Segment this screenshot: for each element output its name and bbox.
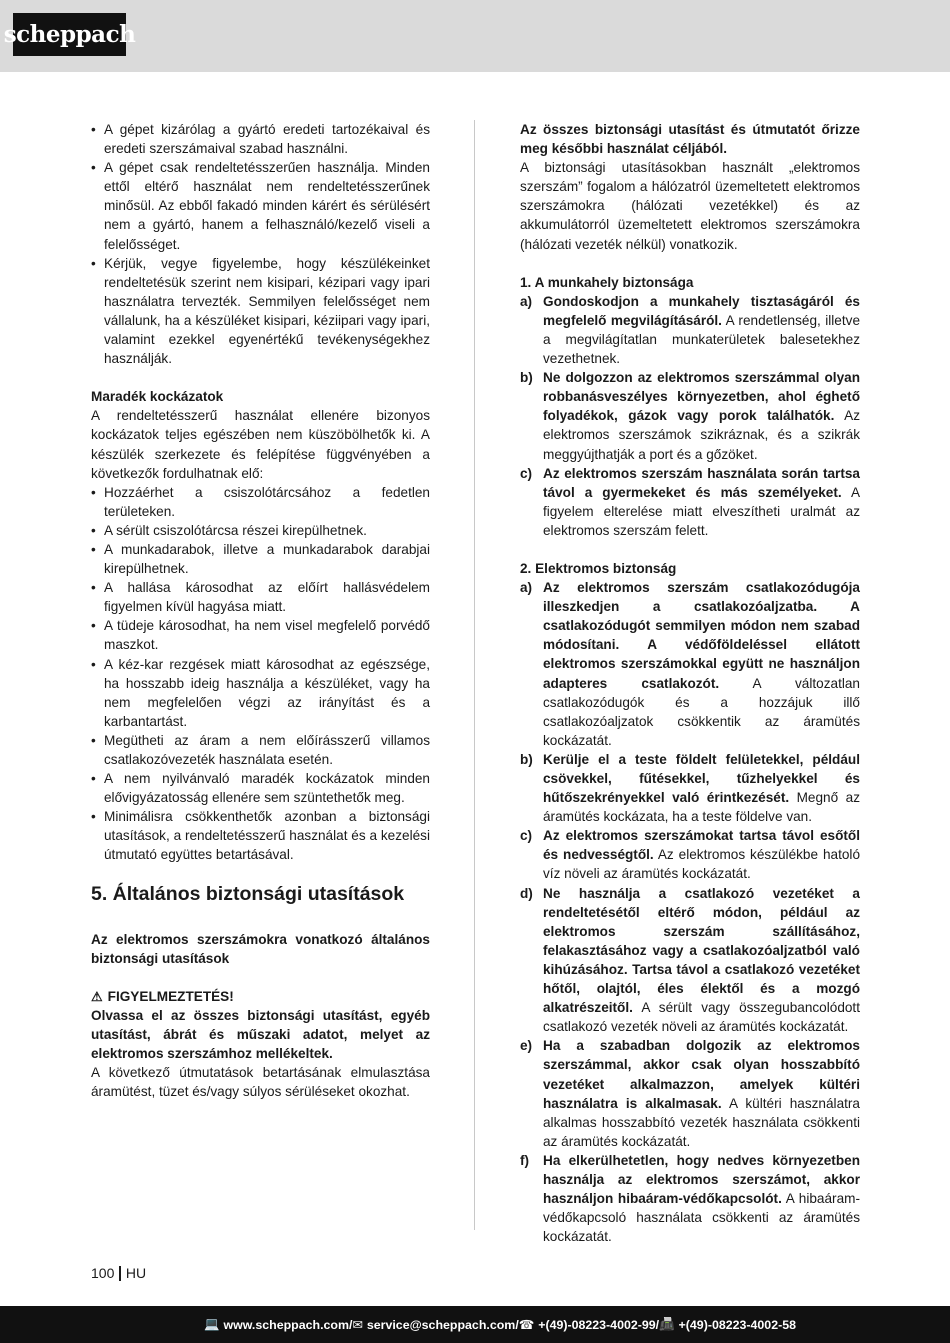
section-title: 5. Általános biztonsági utasítások	[91, 882, 405, 905]
list-item: • Minimálisra csökkenthetők azonban a biztonsági utasítások, a rendeltetésszerű használat és a kezelési útmutató együttes betartásával.	[91, 807, 430, 864]
list-item: • A nem nyilvánvaló maradék kockázatok minden elővigyázatosság ellenére sem szüntethetők meg.	[91, 769, 430, 807]
computer-icon: 💻	[204, 1317, 220, 1331]
usage-bullet-list	[91, 120, 430, 368]
list-item: • A tüdeje károsodhat, ha nem visel megfelelő porvédő maszkot.	[91, 616, 430, 654]
list-item: b) Kerülje el a teste földelt felületekkel, például csövekkel, fűtésekkel, tűzhelyekkel és hűtőszekrényekkel való érintkezését. Megnő az áramütés kockázata, ha a teste földelve van.	[520, 751, 860, 825]
phone-icon: ☎	[518, 1318, 535, 1332]
list-item: • A sérült csiszolótárcsa részei kirepülhetnek.	[91, 521, 430, 540]
list-item: d) Ne használja a csatlakozó vezetéket a rendeltetésétől eltérő módon, például az elektromos szerszám szállításához, felakasztásához vagy a csatlakozóaljzatból való kihúzásához. Tartsa távol a csatlakozó vezetéket hőtől, olajtól, éles élektől és a mozgó alkatrészeitől. A sérült vagy összegubancolódott csatlakozó vezeték növeli az áramütés kockázatát.	[520, 885, 860, 1035]
column-divider	[474, 120, 475, 1230]
list-item: c) Az elektromos szerszám használata során tartsa távol a gyermekeket és más személyeket. A figyelem elterelése miatt elveszítheti uralmát az elektromos szerszám felett.	[520, 465, 861, 538]
footer-separator: /	[349, 1317, 353, 1332]
list-item: b) Ne dolgozzon az elektromos szerszámmal olyan robbanásveszélyes környezetben, ahol éghető folyadékok, gázok vagy porok találhatók. Az elektromos szerszámok szikráznak, és a szikrák meggyújthatják a port és a gőzöket.	[520, 370, 861, 462]
electrical-safety-list	[520, 578, 860, 1246]
scheppach-logo: scheppach	[13, 13, 126, 56]
list-item: • A gépet kizárólag a gyártó eredeti tartozékaival és eredeti szerszámaival szabad használni.	[91, 120, 430, 158]
electrical-safety-heading: 2. Elektromos biztonság	[520, 560, 677, 576]
keep-instructions-heading: Az összes biztonsági utasítást és útmutatót őrizze meg későbbi használat céljából.	[520, 122, 860, 157]
page-number-value: 100	[91, 1265, 115, 1281]
list-item: e) Ha a szabadban dolgozik az elektromos szerszámmal, akkor csak olyan hosszabbító vezetéket alkalmazzon, amelyek kültéri használatra is alkalmasak. A kültéri használatra alkalmas hosszabbító vezeték használata csökkenti az áramütés kockázatát.	[520, 1038, 860, 1149]
footer-website: www.scheppach.com	[223, 1317, 350, 1332]
left-column	[91, 120, 430, 1101]
list-item: • Kérjük, vegye figyelembe, hogy készülékeinket rendeltetésük szerint nem kisipari, kézipari vagy ipari használatra tervezték. Semmilyen felelősséget nem vállalunk, ha a készüléket kisipari, kéziipari vagy ipari, valamint ezekkel egyenértékű tevékenységekhez használják.	[91, 254, 430, 369]
list-item: • A munkadarabok, illetve a munkadarabok darabjai kirepülhetnek.	[91, 540, 430, 578]
warning-text: A következő útmutatások betartásának elmulasztása áramütést, tüzet és/vagy súlyos sérüléseket okozhat.	[91, 1065, 430, 1100]
page-number	[91, 1265, 146, 1281]
warning-bold-text: Olvassa el az összes biztonsági utasítást, egyéb utasítást, ábrát és műszaki adatot, melyet az elektromos szerszámhoz mellékeltek.	[91, 1007, 430, 1062]
residual-risks-heading: Maradék kockázatok	[91, 389, 224, 405]
warning-title: FIGYELMEZTETÉS!	[107, 988, 234, 1004]
general-safety-subheading: Az elektromos szerszámokra vonatkozó általános biztonsági utasítások	[91, 931, 430, 966]
footer-fax: +(49)-08223-4002-58	[678, 1317, 796, 1332]
header-bar	[0, 0, 950, 72]
list-item: a) Az elektromos szerszám csatlakozódugója illeszkedjen a csatlakozóaljzatba. A csatlakozódugót semmilyen módon nem szabad módosítani. A védőföldeléssel ellátott elektromos szerszámokkal együtt ne használjon adapteres csatlakozót. A változatlan csatlakozódugók és a hozzájuk illő csatlakozóaljzatok csökkentik az áramütés kockázatát.	[520, 580, 860, 748]
list-item: • Megütheti az áram a nem előírásszerű villamos csatlakozóvezeték használata esetén.	[91, 731, 430, 769]
warning-heading	[91, 987, 430, 1006]
keep-instructions-text: A biztonsági utasításokban használt „elektromos szerszám” fogalom a hálózatról üzemeltetett elektromos szerszámokra (hálózati vezetékkel) és az akkumulátorról üzemeltetett elektromos szerszámokra (hálózati vezeték nélkül) vonatkozik.	[520, 160, 860, 252]
list-item: • Hozzáérhet a csiszolótárcsához a fedetlen területeken.	[91, 483, 430, 521]
right-column	[520, 120, 860, 1246]
residual-risks-intro: A rendeltetésszerű használat ellenére bizonyos kockázatok teljes egészében nem küszöbölhetők ki. A készülék szerkezete és felépítése függvényében a következők fordulhatnak elő:	[91, 408, 430, 481]
list-item: • A gépet csak rendeltetésszerűen használja. Minden ettől eltérő használat nem rendeltetésszerűnek minősül. Az ebből fakadó minden kárért és sérülésért nem a gyártó, hanem a felhasználó/kezelő viseli a felelősséget.	[91, 158, 430, 253]
footer-email: service@scheppach.com	[366, 1317, 516, 1332]
page-language: HU	[125, 1265, 147, 1281]
footer-bar	[0, 1306, 950, 1343]
list-item: c) Az elektromos szerszámokat tartsa távol esőtől és nedvességtől. Az elektromos készülékbe hatoló víz növeli az áramütés kockázatát.	[520, 828, 861, 882]
list-item: a) Gondoskodjon a munkahely tisztaságáról és megfelelő megvilágításáról. A rendetlenség, illetve a megvilágítatlan munkaterületek balesetekhez vezethetnek.	[520, 293, 861, 367]
workplace-safety-heading: 1. A munkahely biztonsága	[520, 274, 694, 290]
workplace-safety-list	[520, 292, 860, 540]
fax-icon: 📠	[659, 1317, 675, 1331]
page-number-divider	[119, 1266, 121, 1281]
list-item: • A hallása károsodhat az előírt hallásvédelem figyelmen kívül hagyása miatt.	[91, 578, 430, 616]
list-item: f) Ha elkerülhetetlen, hogy nedves környezetben használja az elektromos szerszámot, akkor használjon hibaáram-védőkapcsolót. A hibaáram-védőkapcsoló használata csökkenti az áramütés kockázatát.	[520, 1152, 860, 1245]
footer-phone: +(49)-08223-4002-99	[538, 1317, 656, 1332]
residual-risks-list	[91, 483, 430, 865]
warning-triangle-icon: ⚠	[91, 988, 103, 1004]
footer-separator: /	[515, 1317, 519, 1332]
footer-separator: /	[655, 1317, 660, 1332]
list-item: • A kéz-kar rezgések miatt károsodhat az egészsége, ha hosszabb ideig használja a készüléket, vagy ha nem megfelelően végzi az irányítást és a karbantartást.	[91, 655, 430, 731]
mail-icon: ✉	[352, 1318, 363, 1332]
